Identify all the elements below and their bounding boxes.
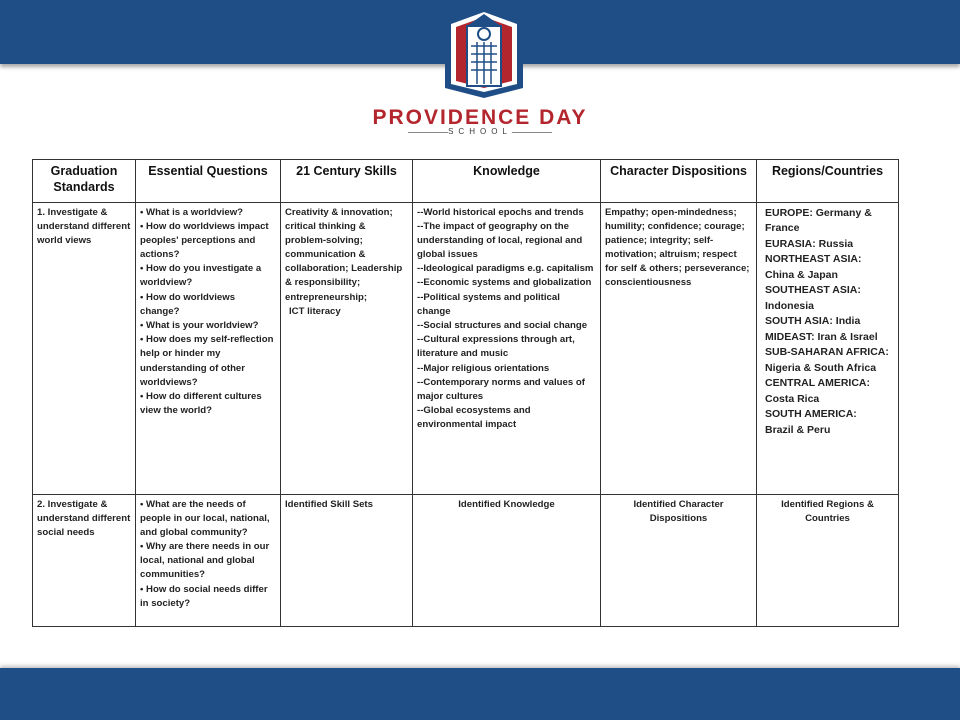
knowledge-item: --Social structures and social change [417,320,588,331]
questions-cell [136,494,281,626]
region-line: Nigeria & South Africa [765,361,877,374]
knowledge-item: --Political systems and political change [417,291,560,317]
header-character-dispositions: Character Dispositions [601,160,757,203]
question-item: • What are the needs of people in our local, national, and global community? [140,498,270,538]
question-item: • How do worldviews change? [140,291,236,317]
table-row [33,494,899,626]
curriculum-table [32,159,899,627]
knowledge-item: --World historical epochs and trends [417,206,584,218]
question-item: • How do worldviews impact peoples' perceptions and actions? [140,220,269,261]
regions-cell [757,202,899,494]
question-item: • What is a worldview? [140,206,244,218]
region-line: EURASIA: Russia [765,237,854,250]
school-name: PROVIDENCE DAY [372,106,588,129]
question-item: • How do you investigate a worldview? [140,263,262,289]
region-line: Indonesia [765,299,815,312]
header-essential-questions: Essential Questions [136,160,281,203]
knowledge-item: --Contemporary norms and values of major cultures [417,376,585,402]
standard-cell: 2. Investigate & understand different social needs [33,494,136,626]
header-knowledge: Knowledge [413,160,601,203]
regions-cell: Identified Regions & Countries [757,494,899,626]
region-line: SOUTH ASIA: India [765,315,861,328]
region-line: Brazil & Peru [765,423,831,436]
region-line: NORTHEAST ASIA: [765,253,862,266]
question-item: • Why are there needs in our local, national and global communities? [140,541,270,581]
region-line: SOUTH AMERICA: [765,408,857,421]
bottom-banner [0,668,960,720]
knowledge-item: --Cultural expressions through art, literature and music [417,334,575,360]
skills-text: Creativity & innovation; critical thinking & problem-solving; communication & collaboration; Leadership & responsibility; entrepreneurship; [285,206,403,303]
knowledge-cell [413,202,601,494]
question-item: • How does my self-reflection help or hinder my understanding of other worldviews? [140,334,274,388]
standard-cell: 1. Investigate & understand different world views [33,202,136,494]
question-item: • How do different cultures view the world? [140,390,262,417]
region-line: SUB-SAHARAN AFRICA: [765,346,889,359]
skills-extra-text: ICT literacy [289,305,341,317]
knowledge-item: --Global ecosystems and environmental impact [417,405,531,431]
region-line: SOUTHEAST ASIA: [765,284,861,297]
region-line: MIDEAST: Iran & Israel [765,330,878,343]
dispositions-cell: Identified Character Dispositions [601,494,757,626]
header-row [33,160,899,203]
questions-cell [136,202,281,494]
knowledge-item: --Economic systems and globalization [417,277,592,289]
header-graduation-standards: Graduation Standards [33,160,136,203]
knowledge-item: --The impact of geography on the understanding of local, regional and global issues [417,220,583,261]
knowledge-cell: Identified Knowledge [413,494,601,626]
knowledge-item: --Ideological paradigms e.g. capitalism [417,263,594,275]
region-line: CENTRAL AMERICA: [765,377,870,390]
region-line: China & Japan [765,268,838,281]
header-regions-countries: Regions/Countries [757,160,899,203]
knowledge-item: --Major religious orientations [417,362,550,374]
school-sub-rule-right [512,132,552,133]
school-tower-shield-icon [441,4,527,100]
region-line: EUROPE: Germany & France [765,206,872,235]
header-21-century-skills: 21 Century Skills [281,160,413,203]
skills-cell [281,202,413,494]
dispositions-cell: Empathy; open-mindedness; humility; confidence; courage; patience; integrity; self-motivation; altruism; respect for self & others; perseverance; conscientiousness [601,202,757,494]
question-item: • What is your worldview? [140,320,259,331]
table-row [33,202,899,494]
school-subtitle: SCHOOL [448,127,512,136]
region-line: Costa Rica [765,392,820,405]
skills-cell: Identified Skill Sets [281,494,413,626]
question-item: • How do social needs differ in society? [140,583,268,609]
